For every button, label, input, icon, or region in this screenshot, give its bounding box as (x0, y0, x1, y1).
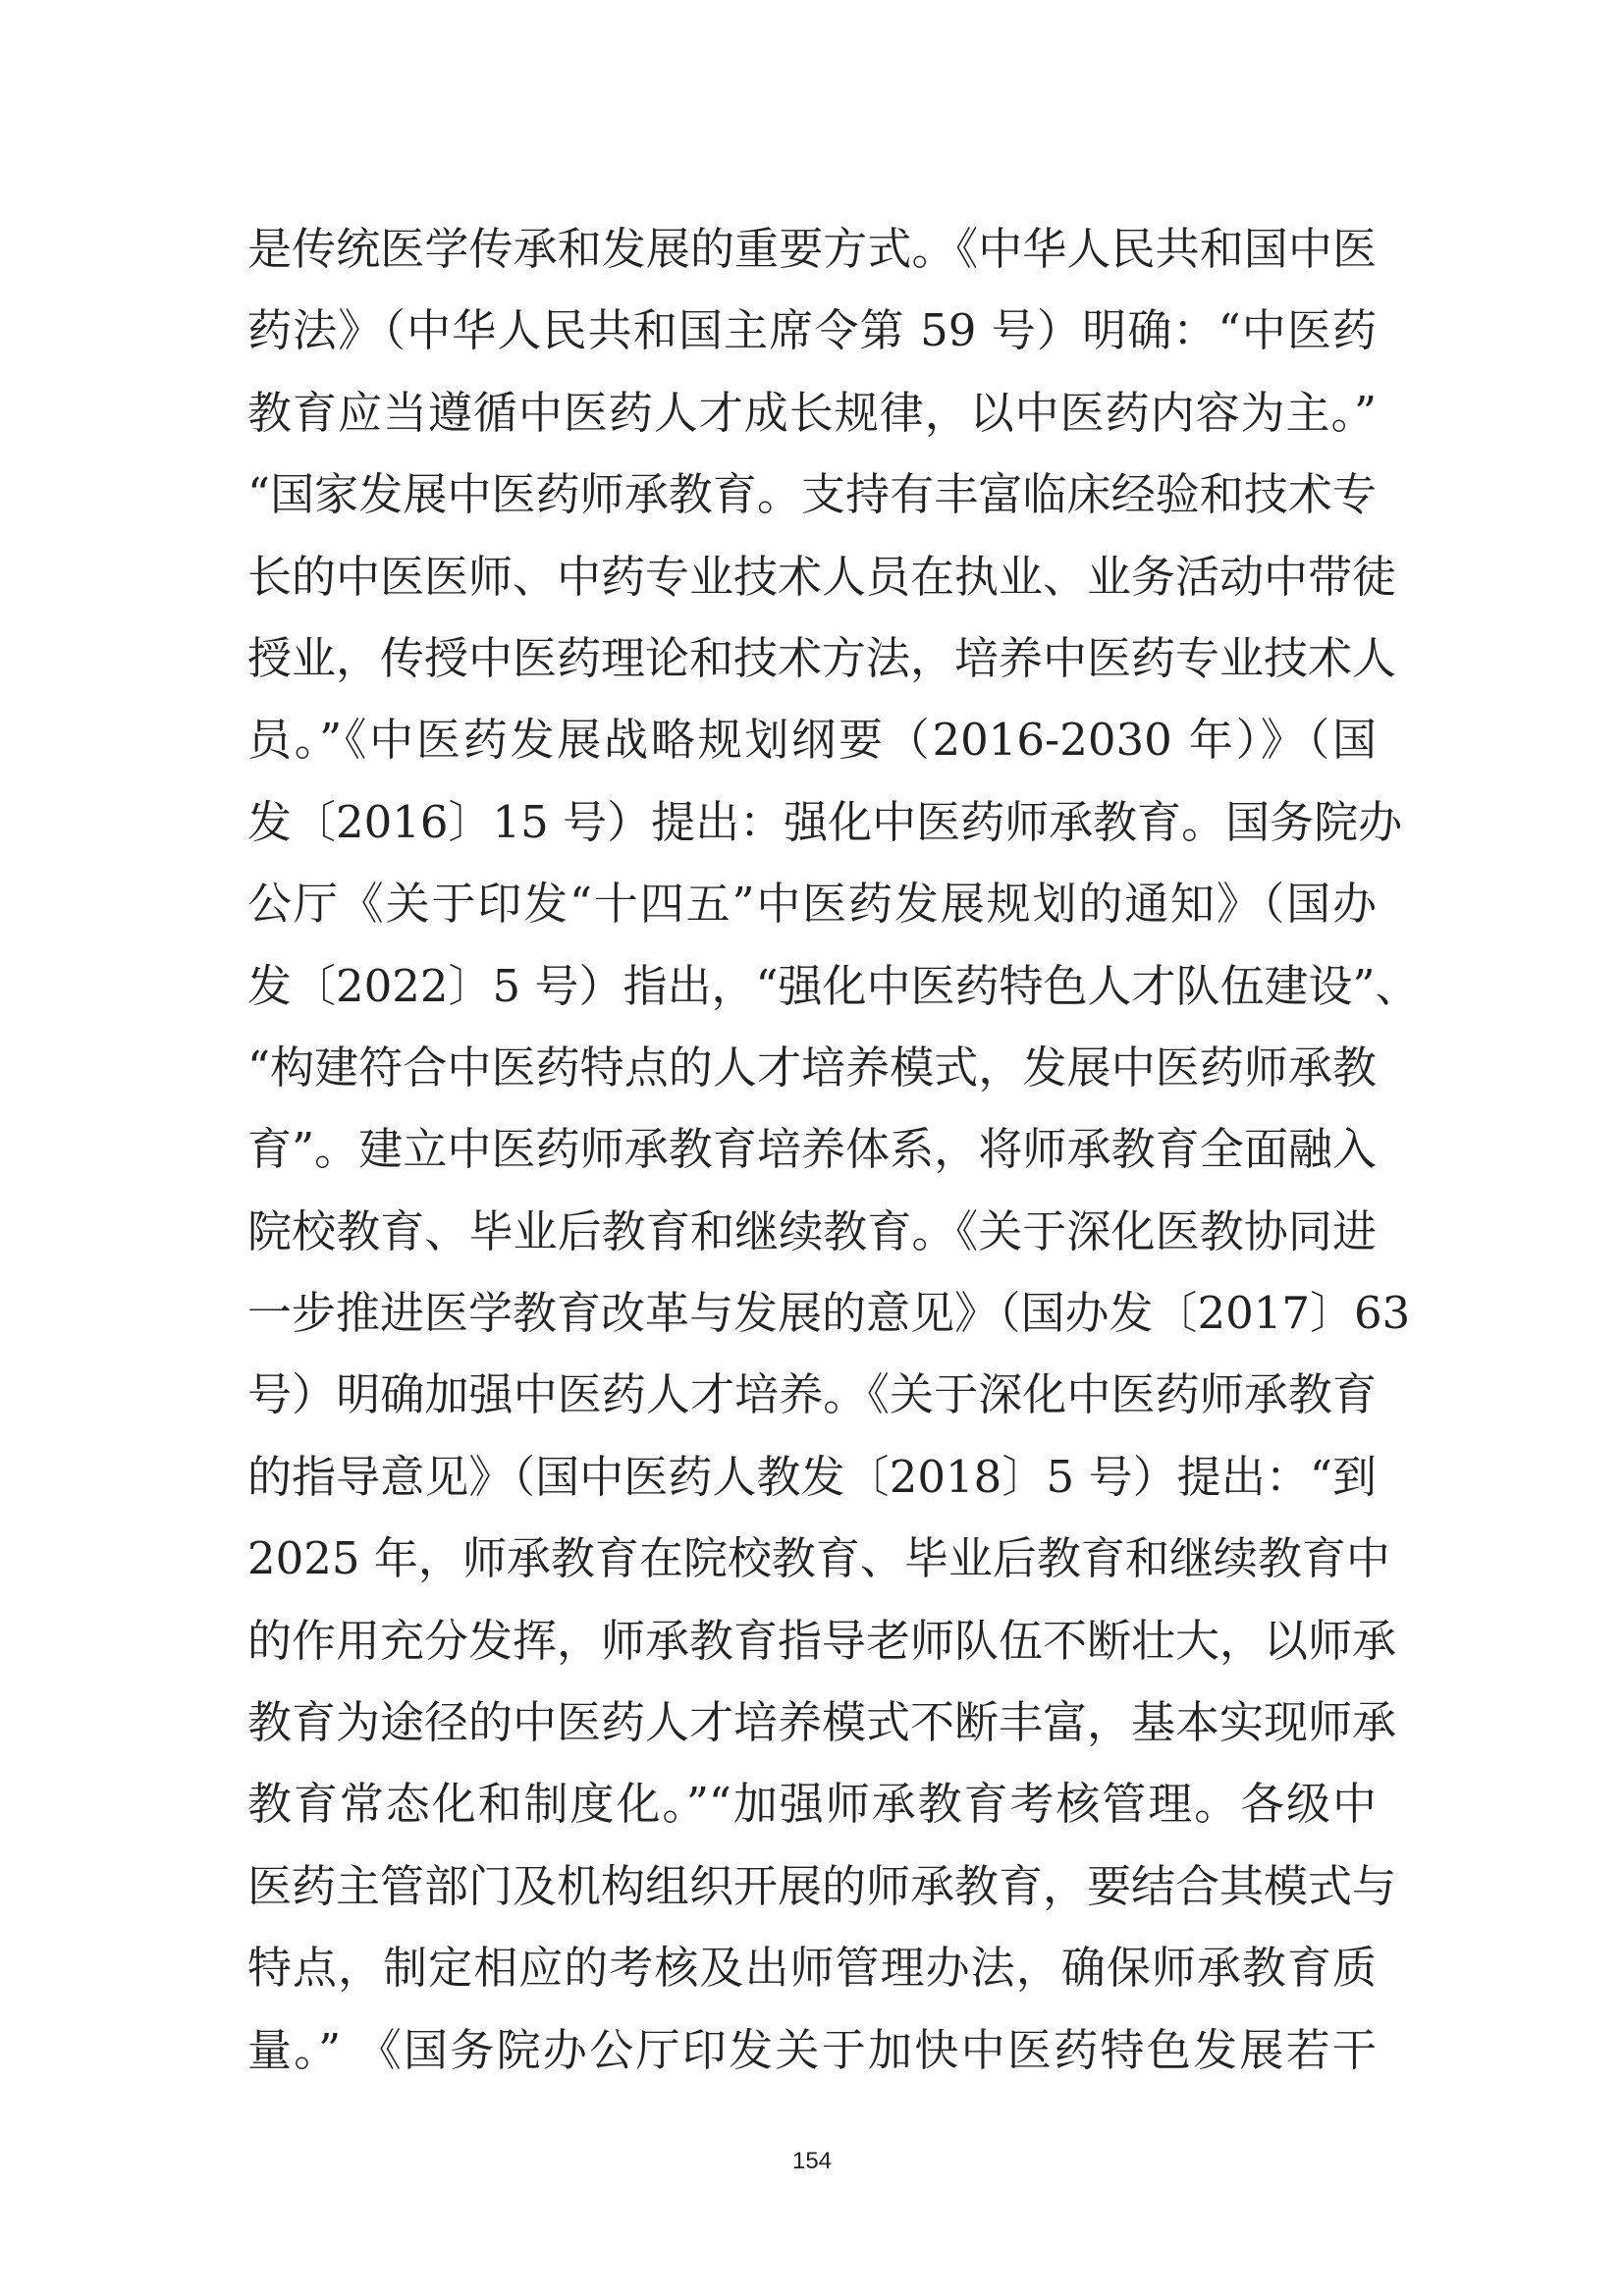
text-line: 2025 年，师承教育在院校教育、毕业后教育和继续教育中 (247, 1532, 1390, 1585)
text-line: 长的中医医师、中药专业技术人员在执业、业务活动中带徒 (247, 550, 1397, 603)
text-line: 药法》（中华人民共和国主席令第 59 号）明确：“中医药 (247, 304, 1377, 357)
text-line: 院校教育、毕业后教育和继续教育。《关于深化医教协同进 (247, 1204, 1377, 1257)
text-line: 育”。建立中医药师承教育培养体系，将师承教育全面融入 (247, 1123, 1377, 1176)
text-line: “构建符合中医药特点的人才培养模式，发展中医药师承教 (247, 1041, 1377, 1094)
text-line: 授业，传授中医药理论和技术方法，培养中医药专业技术人 (247, 631, 1397, 684)
text-line: 公厅《关于印发“十四五”中医药发展规划的通知》（国办 (247, 878, 1377, 931)
text-line: 发〔2022〕5 号）指出，“强化中医药特色人才队伍建设”、 (247, 959, 1420, 1012)
page-number: 154 (791, 2148, 833, 2174)
text-line: 医药主管部门及机构组织开展的师承教育，要结合其模式与 (247, 1859, 1397, 1912)
text-line: 特点，制定相应的考核及出师管理办法，确保师承教育质 (247, 1942, 1377, 1995)
text-line: 员。”《中医药发展战略规划纲要（2016-2030 年）》（国 (247, 714, 1377, 767)
text-line: 一步推进医学教育改革与发展的意见》（国办发〔2017〕63 (247, 1287, 1411, 1340)
text-line: 的作用充分发挥，师承教育指导老师队伍不断壮大，以师承 (247, 1614, 1397, 1667)
text-line: 教育为途径的中医药人才培养模式不断丰富，基本实现师承 (247, 1696, 1397, 1749)
text-line: 是传统医学传承和发展的重要方式。《中华人民共和国中医 (247, 223, 1377, 275)
body-text (247, 208, 1420, 2091)
text-line: “国家发展中医药师承教育。支持有丰富临床经验和技术专 (247, 468, 1377, 521)
text-line: 号）明确加强中医药人才培养。《关于深化中医药师承教育 (247, 1368, 1377, 1421)
text-line: 的指导意见》（国中医药人教发〔2018〕5 号）提出：“到 (247, 1450, 1377, 1503)
text-line: 发〔2016〕15 号）提出：强化中医药师承教育。国务院办 (247, 795, 1403, 848)
text-line: 教育常态化和制度化。”“加强师承教育考核管理。各级中 (247, 1778, 1377, 1831)
text-line: 教育应当遵循中医药人才成长规律，以中医药内容为主。” (247, 386, 1377, 439)
text-line: 量。” 《国务院办公厅印发关于加快中医药特色发展若干 (247, 2023, 1377, 2076)
